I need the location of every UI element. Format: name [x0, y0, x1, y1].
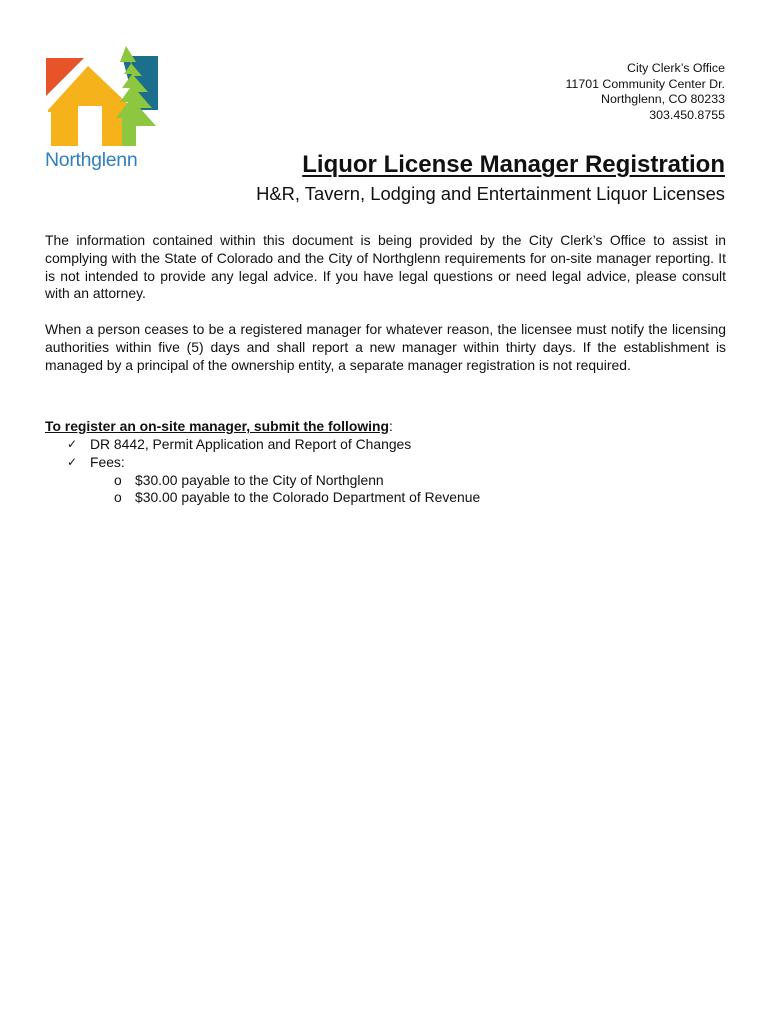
- office-street: 11701 Community Center Dr.: [565, 76, 725, 91]
- office-city: Northglenn, CO 80233: [601, 92, 725, 106]
- document-subtitle: H&R, Tavern, Lodging and Entertainment Liquor Licenses: [256, 183, 725, 204]
- logo-door-shape: [80, 108, 100, 146]
- logo-stripe-shape: [46, 112, 51, 146]
- logo-wordmark: Northglenn: [45, 149, 138, 171]
- requirements-heading-text: To register an on-site manager, submit the following: [45, 418, 389, 434]
- requirements-list: [0, 436, 770, 507]
- list-item-text: DR 8442, Permit Application and Report of Changes: [90, 436, 412, 452]
- checkmark-icon: ✓: [67, 437, 78, 451]
- office-name: City Clerk’s Office: [627, 61, 725, 75]
- office-address-block: [565, 61, 725, 123]
- manager-change-paragraph: When a person ceases to be a registered manager for whatever reason, the licensee must notify the licensing authorities within five (5) days and shall report a new manager within thirty days. If the establishment is managed by a principal of the ownership entity, a separate manager registration is not required.: [45, 321, 726, 373]
- document-title: Liquor License Manager Registration: [302, 151, 725, 178]
- office-phone: 303.450.8755: [649, 107, 725, 122]
- fee-item-text: $30.00 payable to the Colorado Department of Revenue: [135, 489, 481, 506]
- requirements-heading: [45, 418, 393, 436]
- list-item: [0, 436, 770, 454]
- list-item-text: Fees:: [90, 453, 125, 470]
- northglenn-logo: [44, 46, 160, 176]
- fee-item-text: $30.00 payable to the City of Northglenn: [135, 471, 384, 488]
- circle-bullet-icon: o: [114, 471, 122, 488]
- intro-paragraph: The information contained within this document is being provided by the City Clerk’s Office to assist in complying with the State of Colorado and the City of Northglenn requirements for on-site manager reporting. It is not intended to provide any legal advice. If you have legal questions or need legal advice, please consult with an attorney.: [45, 232, 726, 302]
- fee-item: [0, 472, 770, 490]
- house-tree-logo-icon: [44, 46, 160, 150]
- checkmark-icon: ✓: [67, 454, 78, 469]
- list-item: [0, 454, 770, 472]
- circle-bullet-icon: o: [114, 489, 122, 506]
- requirements-heading-colon: :: [388, 418, 393, 434]
- fee-item: [0, 489, 770, 507]
